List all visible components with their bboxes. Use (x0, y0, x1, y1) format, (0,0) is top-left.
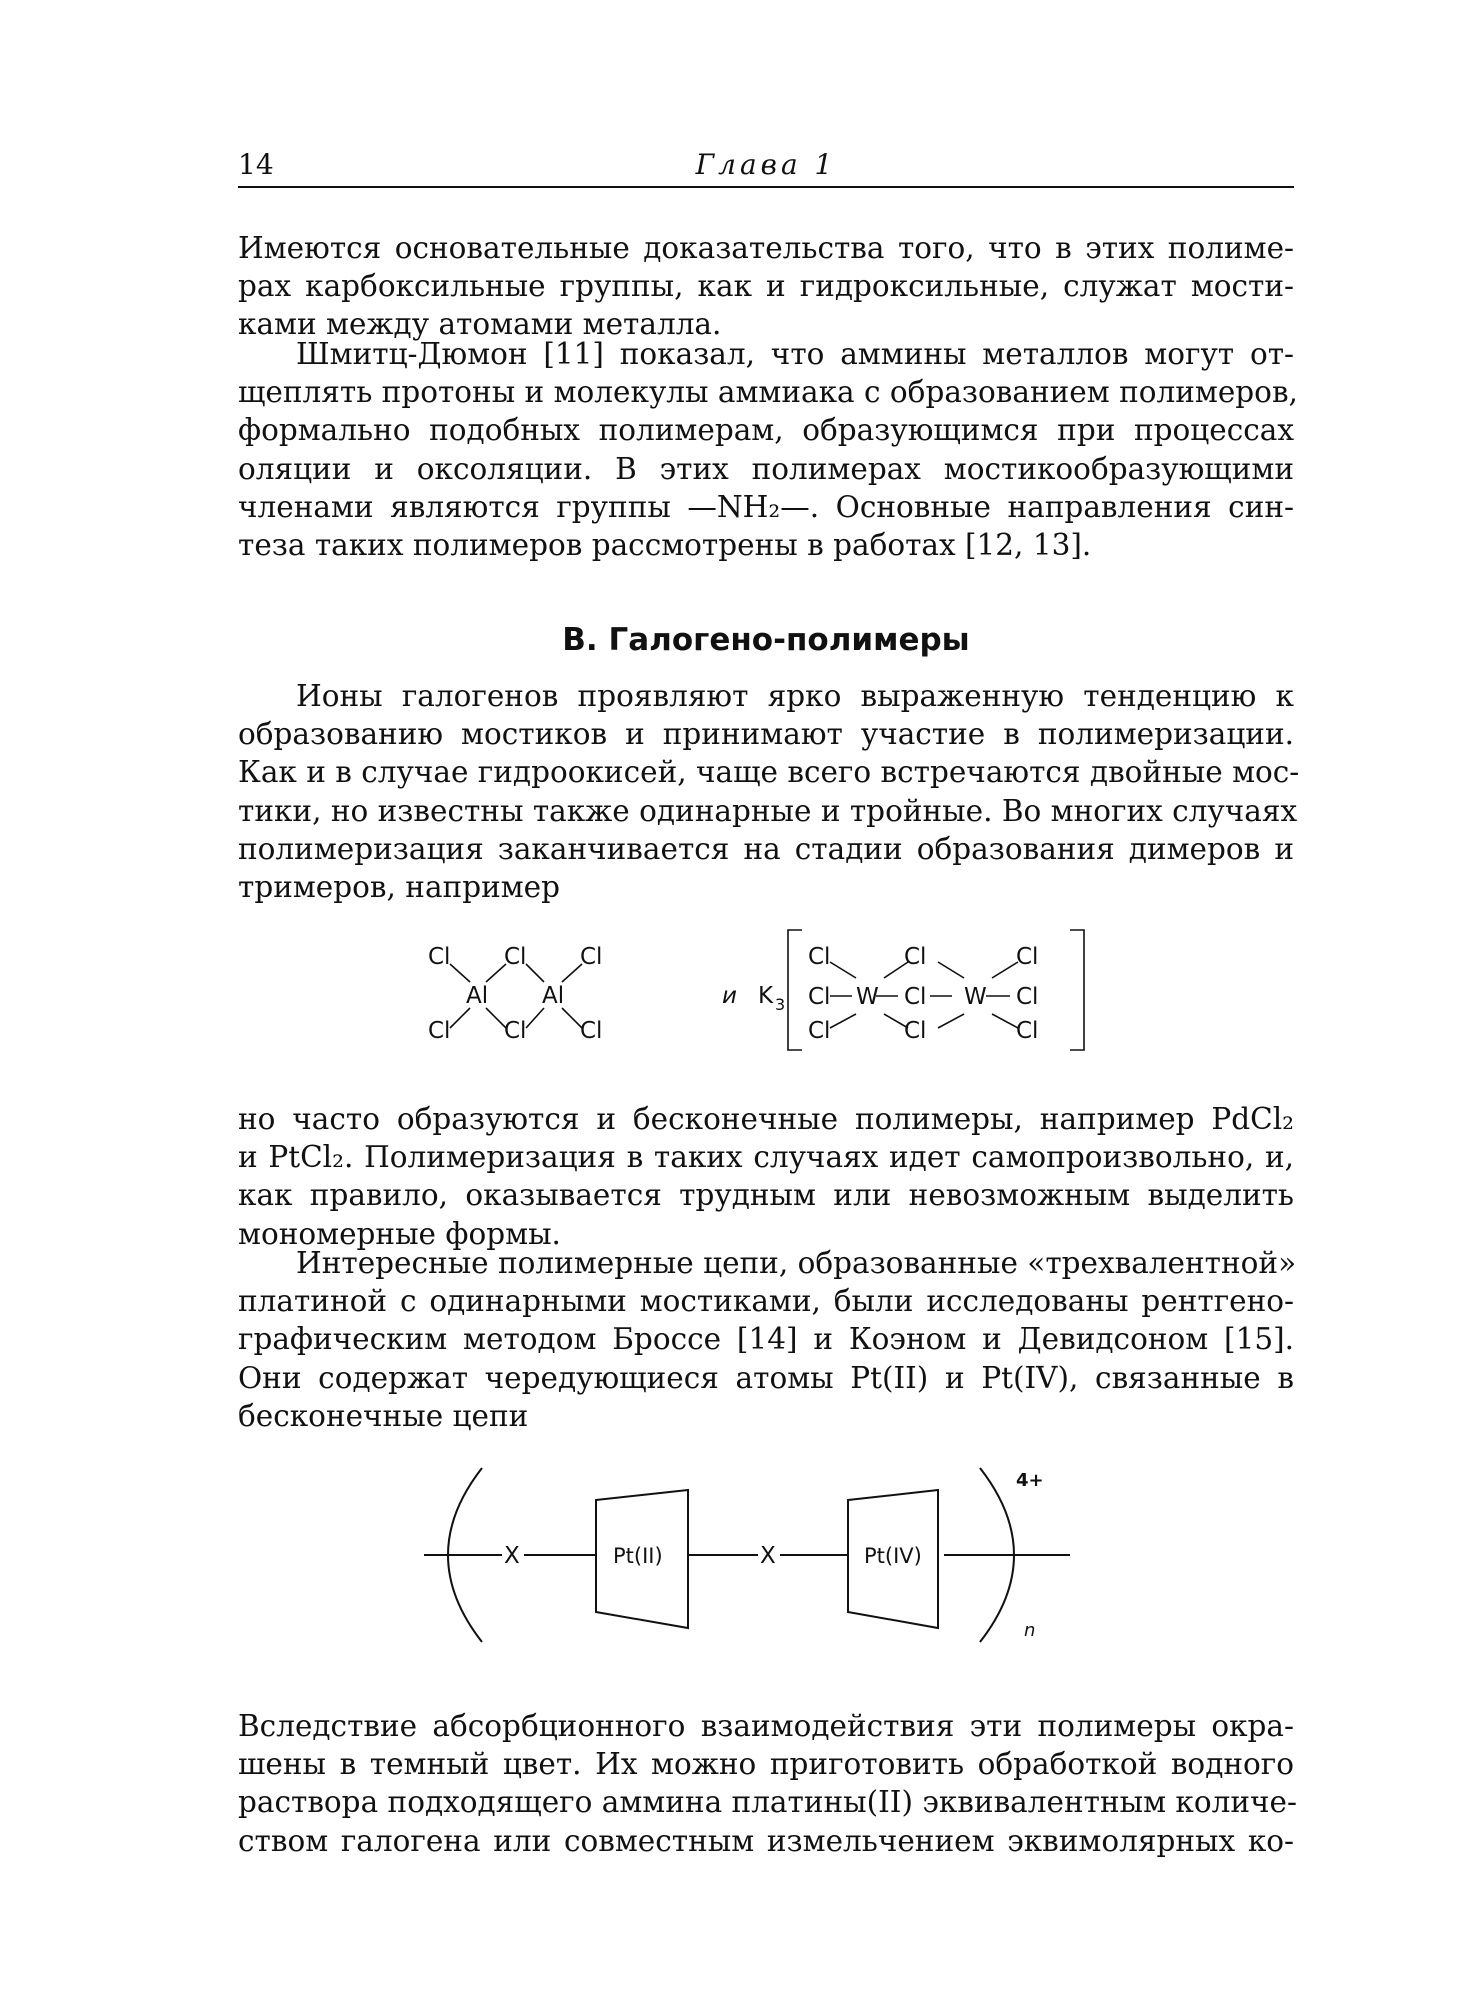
page-number: 14 (238, 148, 274, 181)
paragraph-4 (238, 1100, 1294, 1253)
platinum-ii-label: Pt(II) (613, 1544, 663, 1568)
text-line: полимеризация заканчивается на стадии образования димеров и (238, 831, 1294, 866)
tungsten-atom: W (964, 984, 987, 1010)
chlorine-atom: Cl (1016, 1018, 1039, 1044)
potassium-subscript: 3 (775, 995, 786, 1014)
text-line: Вследствие абсорбционного взаимодействия эти полимеры окра- (238, 1709, 1294, 1743)
platinum-chain-formula (420, 1450, 1100, 1650)
chlorine-atom: Cl (808, 984, 831, 1010)
text-line: теза таких полимеров рассмотрены в работах [12, 13]. (238, 528, 1092, 563)
text-line: ством галогена или совместным измельчением эквимолярных ко- (238, 1823, 1294, 1858)
conjunction: и (722, 983, 737, 1009)
text-line: ками между атомами металла. (238, 307, 722, 342)
platinum-iv-label: Pt(IV) (864, 1544, 922, 1568)
text-line: раствора подходящего аммина платины(II) эквивалентным количе- (238, 1785, 1297, 1820)
chlorine-atom: Cl (808, 1018, 831, 1044)
chlorine-atom: Cl (904, 944, 927, 970)
text-line: мономерные формы. (238, 1216, 561, 1251)
chlorine-atom: Cl (904, 1018, 927, 1044)
text-line: но часто образуются и бесконечные полимеры, например PdCl₂ (238, 1102, 1294, 1136)
text-line: платиной с одинарными мостиками, были исследованы рентгено- (238, 1284, 1294, 1319)
bridging-halogen: X (504, 1543, 520, 1569)
aluminum-atom: Al (542, 983, 565, 1009)
text-line: бесконечные цепи (238, 1398, 529, 1433)
text-line: шены в темный цвет. Их можно приготовить обработкой водного (238, 1747, 1294, 1782)
text-line: членами являются группы —NH₂—. Основные направления син- (238, 489, 1294, 524)
paragraph-2 (238, 335, 1298, 564)
repeat-index: n (1024, 1620, 1036, 1641)
text-line: тримеров, например (238, 870, 561, 905)
text-line: Имеются основательные доказательства того, что в этих полиме- (238, 231, 1294, 265)
text-line: тики, но известны также одинарные и тройные. Во многих случаях (238, 793, 1298, 828)
chlorine-atom: Cl (504, 944, 527, 970)
chlorine-atom: Cl (428, 1018, 451, 1044)
chlorine-atom: Cl (808, 944, 831, 970)
bridging-halogen: X (760, 1543, 776, 1569)
potassium-atom: K (758, 983, 774, 1009)
text-line: щеплять протоны и молекулы аммиака с образованием полимеров, (238, 375, 1298, 410)
tungsten-atom: W (856, 984, 879, 1010)
text-line: графическим методом Броссе [14] и Коэном и Девидсоном [15]. (238, 1322, 1294, 1357)
paragraph-3 (238, 677, 1300, 906)
paragraph-1 (238, 229, 1294, 344)
text-line: как правило, оказывается трудным или невозможным выделить (238, 1178, 1294, 1213)
text-line: Они содержат чередующиеся атомы Pt(II) и Pt(IV), связанные в (238, 1360, 1294, 1395)
text-line: образованию мостиков и принимают участие в полимеризации. (238, 717, 1294, 752)
text-line: Шмитц-Дюмон [11] показал, что аммины металлов могут от- (296, 337, 1294, 371)
text-line: Как и в случае гидроокисей, чаще всего встречаются двойные мос- (238, 755, 1300, 790)
text-line: рах карбоксильные группы, как и гидроксильные, служат мости- (238, 269, 1294, 304)
halogen-dimer-formula (420, 920, 1100, 1060)
running-head: Глава 1 (695, 148, 837, 181)
chlorine-atom: Cl (580, 1018, 603, 1044)
text-line: и PtCl₂. Полимеризация в таких случаях идет самопроизвольно, и, (238, 1140, 1294, 1175)
paragraph-6 (238, 1707, 1297, 1860)
charge-label: 4+ (1016, 1470, 1044, 1491)
chlorine-atom: Cl (1016, 944, 1039, 970)
chlorine-atom: Cl (580, 944, 603, 970)
chlorine-atom: Cl (1016, 984, 1039, 1010)
text-line: формально подобных полимерам, образующимся при процессах (238, 413, 1294, 448)
text-line: Ионы галогенов проявляют ярко выраженную тенденцию к (296, 679, 1294, 713)
page-header (238, 146, 1294, 188)
aluminum-atom: Al (466, 983, 489, 1009)
chlorine-atom: Cl (504, 1018, 527, 1044)
chlorine-atom: Cl (428, 944, 451, 970)
paragraph-5 (238, 1244, 1297, 1435)
text-line: оляции и оксоляции. В этих полимерах мостикообразующими (238, 451, 1294, 486)
text-line: Интересные полимерные цепи, образованные «трехвалентной» (296, 1246, 1297, 1280)
section-heading: В. Галогено-полимеры (562, 622, 970, 658)
chlorine-atom: Cl (904, 984, 927, 1010)
